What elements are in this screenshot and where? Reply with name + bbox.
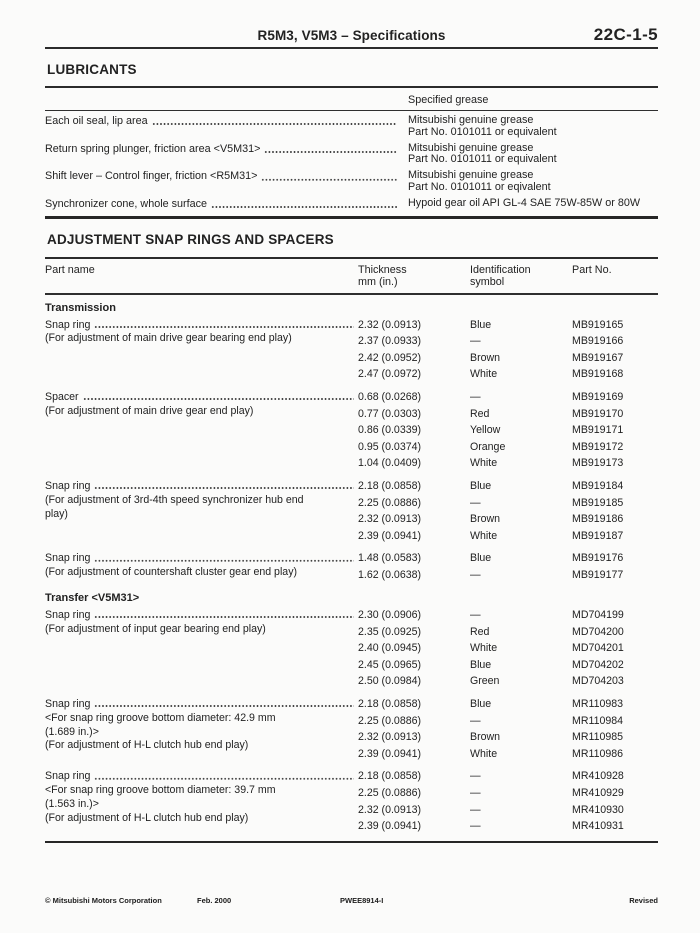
thickness-value: 0.86 (0.0339) bbox=[358, 424, 422, 437]
table-row bbox=[358, 675, 658, 692]
part-no-value: MB919172 bbox=[572, 440, 624, 453]
thickness-value: 2.45 (0.0965) bbox=[358, 658, 422, 671]
part-name-label: Snap ring bbox=[45, 608, 91, 621]
table-row bbox=[358, 642, 658, 659]
revised-label: Revised bbox=[629, 896, 658, 905]
part-name-note: (For adjustment of countershaft cluster gear end play) bbox=[45, 566, 298, 579]
thickness-value: 2.30 (0.0906) bbox=[358, 608, 422, 621]
identification-symbol-value: — bbox=[470, 770, 481, 783]
part-no-value: MD704203 bbox=[572, 675, 624, 688]
thickness-value: 2.32 (0.0913) bbox=[358, 803, 422, 816]
table-row bbox=[358, 804, 658, 821]
lubricants-column-header: Specified grease bbox=[45, 88, 658, 111]
part-name-note: (For adjustment of main drive gear bearing end play) bbox=[45, 332, 292, 345]
part-no-value: MB919184 bbox=[572, 479, 624, 492]
part-group bbox=[45, 552, 658, 585]
column-header-thickness-line2: mm (in.) bbox=[358, 276, 398, 289]
table-row bbox=[358, 391, 658, 408]
part-name-note: (For adjustment of H-L clutch hub end play) bbox=[45, 739, 249, 752]
part-no-value: MB919168 bbox=[572, 368, 624, 381]
table-row bbox=[358, 626, 658, 643]
table-row bbox=[358, 698, 658, 715]
part-name-line bbox=[45, 770, 358, 784]
table-row bbox=[358, 770, 658, 787]
thickness-value: 0.68 (0.0268) bbox=[358, 390, 422, 403]
part-no-value: MR110985 bbox=[572, 731, 624, 744]
part-name-label: Snap ring bbox=[45, 770, 91, 783]
identification-symbol-value: Brown bbox=[470, 351, 501, 364]
part-no-value: MR110984 bbox=[572, 714, 624, 727]
table-row bbox=[358, 820, 658, 837]
part-variant-rows bbox=[358, 480, 658, 546]
thickness-value: 2.39 (0.0941) bbox=[358, 529, 422, 542]
lubricants-rows bbox=[45, 111, 658, 216]
thickness-value: 2.32 (0.0913) bbox=[358, 731, 422, 744]
part-name-note: (1.563 in.)> bbox=[45, 797, 99, 810]
part-no-value: MB919186 bbox=[572, 513, 624, 526]
adjustment-column-headers bbox=[45, 259, 658, 295]
lubricant-spec-line: Part No. 0101011 or eqivalent bbox=[408, 180, 551, 193]
thickness-value: 2.39 (0.0941) bbox=[358, 820, 422, 833]
dotted-leader bbox=[94, 319, 354, 329]
table-row bbox=[358, 569, 658, 586]
dotted-leader bbox=[211, 198, 397, 209]
dotted-leader bbox=[261, 170, 397, 181]
part-name-note: (For adjustment of H-L clutch hub end play) bbox=[45, 811, 249, 824]
part-group bbox=[45, 480, 658, 546]
thickness-value: 2.18 (0.0858) bbox=[358, 697, 422, 710]
part-name-label: Snap ring bbox=[45, 552, 91, 565]
thickness-value: 2.50 (0.0984) bbox=[358, 675, 422, 688]
lubricant-spec bbox=[401, 115, 557, 138]
part-name-line bbox=[45, 391, 358, 405]
table-row bbox=[358, 457, 658, 474]
identification-symbol-value: Yellow bbox=[470, 424, 501, 437]
part-name-cell bbox=[45, 391, 358, 419]
identification-symbol-value: — bbox=[470, 820, 481, 833]
lubricant-item-label: Each oil seal, lip area bbox=[45, 115, 148, 127]
part-group bbox=[45, 609, 658, 692]
part-name-note: <For snap ring groove bottom diameter: 42.9 mm bbox=[45, 711, 276, 724]
identification-symbol-value: Blue bbox=[470, 318, 492, 331]
lubricants-table bbox=[45, 86, 658, 219]
part-no-value: MB919185 bbox=[572, 496, 624, 509]
part-name-cell bbox=[45, 698, 358, 753]
thickness-value: 1.48 (0.0583) bbox=[358, 552, 422, 565]
thickness-value: 0.95 (0.0374) bbox=[358, 440, 422, 453]
part-name-cell bbox=[45, 552, 358, 580]
dotted-leader bbox=[264, 143, 397, 154]
lubricant-item-label: Shift lever – Control finger, friction <R5M31> bbox=[45, 170, 258, 183]
part-name-line bbox=[45, 319, 358, 333]
part-no-value: MD704200 bbox=[572, 625, 624, 638]
column-header-identification-line1: Identification bbox=[470, 264, 531, 277]
document-title: R5M3, V5M3 – Specifications bbox=[257, 28, 446, 43]
table-row bbox=[358, 441, 658, 458]
part-name-label: Snap ring bbox=[45, 697, 91, 710]
part-no-value: MB919176 bbox=[572, 552, 624, 565]
page-content bbox=[45, 0, 658, 843]
identification-symbol-value: Red bbox=[470, 407, 490, 420]
table-row bbox=[358, 748, 658, 765]
identification-symbol-value: Brown bbox=[470, 513, 501, 526]
lubricant-row bbox=[45, 115, 658, 138]
document-code: PWEE8914-I bbox=[340, 896, 384, 905]
page-number: 22C-1-5 bbox=[593, 25, 658, 44]
part-group bbox=[45, 391, 658, 474]
lubricant-spec-line: Hypoid gear oil API GL-4 SAE 75W-85W or 80W bbox=[408, 197, 641, 210]
lubricant-row bbox=[45, 143, 658, 166]
part-name-note: <For snap ring groove bottom diameter: 39.7 mm bbox=[45, 784, 276, 797]
part-no-value: MR110983 bbox=[572, 697, 624, 710]
identification-symbol-value: White bbox=[470, 529, 498, 542]
part-name-label: Snap ring bbox=[45, 479, 91, 492]
copyright-text: © Mitsubishi Motors Corporation bbox=[45, 896, 162, 905]
lubricant-item-label: Return spring plunger, friction area <V5M31> bbox=[45, 142, 261, 155]
table-row bbox=[358, 408, 658, 425]
thickness-value: 2.25 (0.0886) bbox=[358, 496, 422, 509]
thickness-value: 2.47 (0.0972) bbox=[358, 368, 422, 381]
thickness-value: 1.04 (0.0409) bbox=[358, 457, 422, 470]
part-name-cell bbox=[45, 319, 358, 347]
page-footer bbox=[45, 896, 658, 910]
lubricant-row bbox=[45, 198, 658, 210]
thickness-value: 2.32 (0.0913) bbox=[358, 513, 422, 526]
lubricant-row bbox=[45, 170, 658, 193]
identification-symbol-value: White bbox=[470, 642, 498, 655]
table-section-title: Transmission bbox=[45, 302, 116, 315]
part-no-value: MD704201 bbox=[572, 642, 624, 655]
identification-symbol-value: — bbox=[470, 568, 481, 581]
thickness-value: 2.25 (0.0886) bbox=[358, 786, 422, 799]
dotted-leader bbox=[94, 609, 354, 619]
table-section-title: Transfer <V5M31> bbox=[45, 592, 140, 605]
table-row bbox=[358, 787, 658, 804]
part-no-value: MR110986 bbox=[572, 747, 624, 760]
identification-symbol-value: — bbox=[470, 608, 481, 621]
lubricant-spec-line: Mitsubishi genuine grease bbox=[408, 114, 534, 126]
part-group bbox=[45, 770, 658, 836]
part-name-note: play) bbox=[45, 507, 68, 520]
table-row bbox=[358, 552, 658, 569]
identification-symbol-value: Brown bbox=[470, 731, 501, 744]
dotted-leader bbox=[94, 770, 354, 780]
part-name-line bbox=[45, 480, 358, 494]
lubricant-item bbox=[45, 198, 401, 210]
part-variant-rows bbox=[358, 770, 658, 836]
lubricant-spec-line: Part No. 0101011 or equivalent bbox=[408, 153, 557, 166]
lubricant-item-label: Synchronizer cone, whole surface bbox=[45, 198, 208, 211]
part-no-value: MR410930 bbox=[572, 803, 624, 816]
thickness-value: 2.18 (0.0858) bbox=[358, 479, 422, 492]
thickness-value: 2.32 (0.0913) bbox=[358, 318, 422, 331]
lubricant-spec bbox=[401, 170, 551, 193]
thickness-value: 1.62 (0.0638) bbox=[358, 568, 422, 581]
table-row bbox=[358, 352, 658, 369]
part-no-value: MR410928 bbox=[572, 770, 624, 783]
identification-symbol-value: — bbox=[470, 390, 481, 403]
part-no-value: MB919169 bbox=[572, 390, 624, 403]
identification-symbol-value: — bbox=[470, 496, 481, 509]
part-no-value: MB919170 bbox=[572, 407, 624, 420]
part-no-value: MR410931 bbox=[572, 820, 624, 833]
column-header-identification bbox=[470, 264, 572, 288]
table-row bbox=[358, 609, 658, 626]
identification-symbol-value: White bbox=[470, 457, 498, 470]
thickness-value: 2.25 (0.0886) bbox=[358, 714, 422, 727]
identification-symbol-value: Green bbox=[470, 675, 500, 688]
table-row bbox=[358, 731, 658, 748]
lubricant-spec bbox=[401, 143, 557, 166]
dotted-leader bbox=[152, 115, 397, 126]
part-group bbox=[45, 319, 658, 385]
lubricant-spec bbox=[401, 198, 640, 210]
column-header-thickness bbox=[358, 264, 470, 288]
identification-symbol-value: Blue bbox=[470, 552, 492, 565]
adjustment-heading: ADJUSTMENT SNAP RINGS AND SPACERS bbox=[47, 232, 334, 248]
identification-symbol-value: — bbox=[470, 714, 481, 727]
part-no-value: MB919173 bbox=[572, 457, 624, 470]
table-row bbox=[358, 319, 658, 336]
part-name-note: (For adjustment of 3rd-4th speed synchronizer hub end bbox=[45, 493, 304, 506]
part-variant-rows bbox=[358, 609, 658, 692]
table-row bbox=[358, 513, 658, 530]
part-name-line bbox=[45, 552, 358, 566]
identification-symbol-value: — bbox=[470, 786, 481, 799]
table-row bbox=[358, 424, 658, 441]
dotted-leader bbox=[83, 391, 354, 401]
identification-symbol-value: Orange bbox=[470, 440, 506, 453]
part-no-value: MB919171 bbox=[572, 424, 624, 437]
table-row bbox=[358, 497, 658, 514]
part-name-label: Snap ring bbox=[45, 318, 91, 331]
part-name-note: (For adjustment of main drive gear end play) bbox=[45, 404, 254, 417]
table-row bbox=[358, 715, 658, 732]
identification-symbol-value: White bbox=[470, 747, 498, 760]
part-group bbox=[45, 698, 658, 764]
part-variant-rows bbox=[358, 552, 658, 585]
adjustment-table-body bbox=[45, 302, 658, 841]
column-header-identification-line2: symbol bbox=[470, 276, 505, 289]
column-header-part-no: Part No. bbox=[572, 264, 612, 277]
thickness-value: 2.39 (0.0941) bbox=[358, 747, 422, 760]
lubricant-item bbox=[45, 115, 401, 127]
identification-symbol-value: Blue bbox=[470, 697, 492, 710]
dotted-leader bbox=[94, 480, 354, 490]
part-variant-rows bbox=[358, 698, 658, 764]
thickness-value: 2.35 (0.0925) bbox=[358, 625, 422, 638]
part-variant-rows bbox=[358, 391, 658, 474]
part-no-value: MB919187 bbox=[572, 529, 624, 542]
lubricants-heading: LUBRICANTS bbox=[47, 62, 137, 77]
lubricant-spec-line: Mitsubishi genuine grease bbox=[408, 141, 534, 154]
page-header bbox=[45, 0, 658, 49]
table-row bbox=[358, 659, 658, 676]
lubricant-spec-line: Part No. 0101011 or equivalent bbox=[408, 125, 557, 138]
part-name-cell bbox=[45, 770, 358, 825]
lubricant-item bbox=[45, 170, 401, 182]
part-no-value: MB919177 bbox=[572, 568, 624, 581]
publication-date: Feb. 2000 bbox=[197, 896, 232, 905]
lubricant-item bbox=[45, 143, 401, 155]
adjustment-table bbox=[45, 257, 658, 843]
part-no-value: MB919165 bbox=[572, 318, 624, 331]
column-header-thickness-line1: Thickness bbox=[358, 264, 407, 277]
part-name-line bbox=[45, 698, 358, 712]
identification-symbol-value: White bbox=[470, 368, 498, 381]
part-name-line bbox=[45, 609, 358, 623]
part-no-value: MB919167 bbox=[572, 351, 624, 364]
identification-symbol-value: Blue bbox=[470, 479, 492, 492]
identification-symbol-value: Blue bbox=[470, 658, 492, 671]
part-no-value: MD704202 bbox=[572, 658, 624, 671]
thickness-value: 2.40 (0.0945) bbox=[358, 642, 422, 655]
part-no-value: MR410929 bbox=[572, 786, 624, 799]
dotted-leader bbox=[94, 552, 354, 562]
part-no-value: MB919166 bbox=[572, 335, 624, 348]
table-row bbox=[358, 368, 658, 385]
part-name-note: (1.689 in.)> bbox=[45, 725, 99, 738]
lubricant-spec-line: Mitsubishi genuine grease bbox=[408, 169, 534, 182]
dotted-leader bbox=[94, 698, 354, 708]
identification-symbol-value: — bbox=[470, 335, 481, 348]
part-name-cell bbox=[45, 480, 358, 521]
thickness-value: 2.18 (0.0858) bbox=[358, 770, 422, 783]
part-name-cell bbox=[45, 609, 358, 637]
thickness-value: 2.37 (0.0933) bbox=[358, 335, 422, 348]
column-header-part-name: Part name bbox=[45, 264, 95, 277]
table-row bbox=[358, 335, 658, 352]
thickness-value: 0.77 (0.0303) bbox=[358, 407, 422, 420]
part-name-note: (For adjustment of input gear bearing end play) bbox=[45, 622, 266, 635]
part-name-label: Spacer bbox=[45, 390, 79, 403]
thickness-value: 2.42 (0.0952) bbox=[358, 351, 422, 364]
identification-symbol-value: Red bbox=[470, 625, 490, 638]
table-row bbox=[358, 480, 658, 497]
part-no-value: MD704199 bbox=[572, 608, 624, 621]
part-variant-rows bbox=[358, 319, 658, 385]
table-row bbox=[358, 530, 658, 547]
identification-symbol-value: — bbox=[470, 803, 481, 816]
